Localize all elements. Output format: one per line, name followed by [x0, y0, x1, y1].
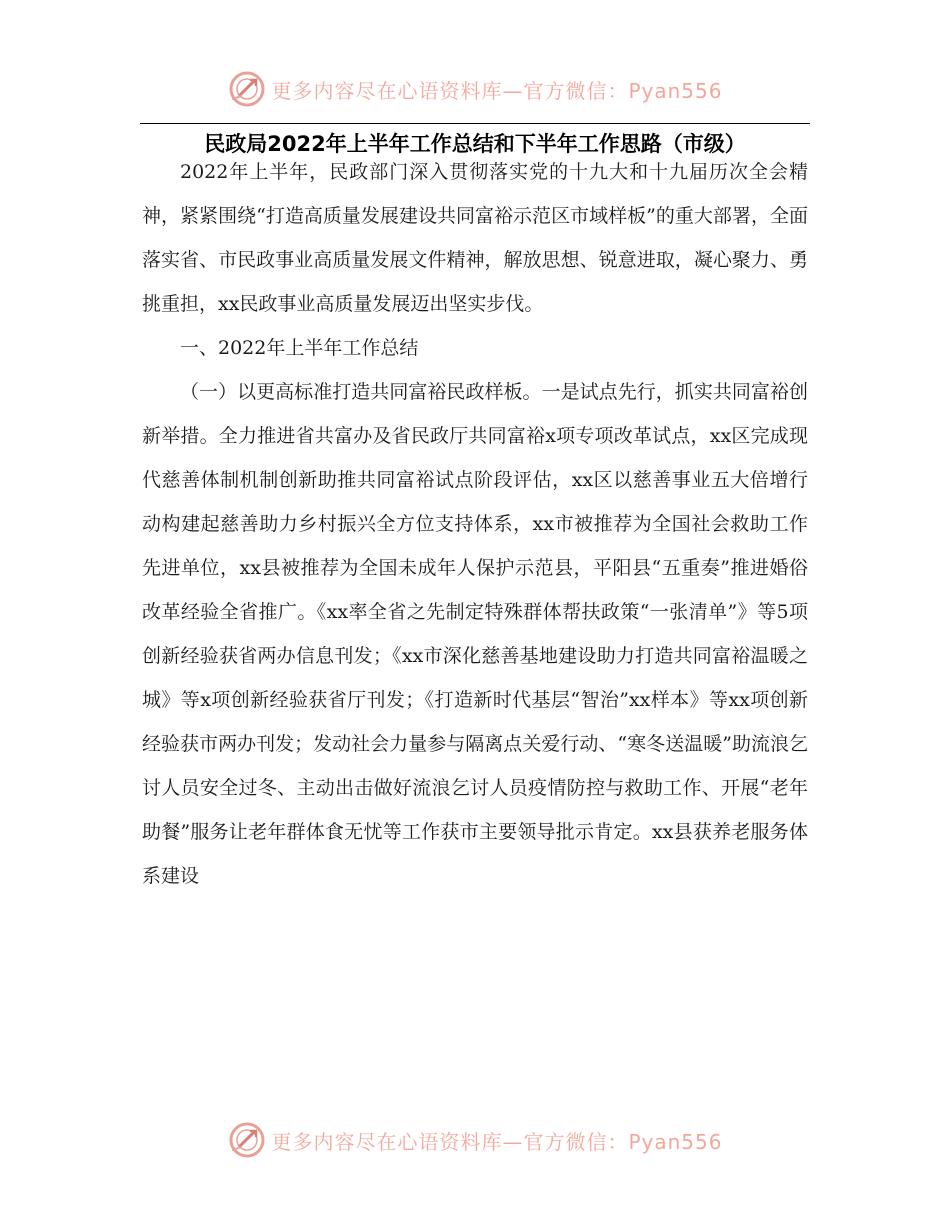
red-seal-logo-icon: [227, 69, 267, 109]
footer-banner: [0, 1117, 950, 1163]
footer-banner-text: 更多内容尽在心语资料库—官方微信：Pyan556: [271, 1129, 723, 1154]
header-banner: [0, 66, 950, 112]
section-heading: 一、2022年上半年工作总结: [180, 337, 419, 359]
title-divider: [140, 123, 810, 124]
header-banner-text: 更多内容尽在心语资料库—官方微信：Pyan556: [271, 78, 723, 103]
intro-paragraph: 2022年上半年，民政部门深入贯彻落实党的十九大和十九届历次全会精神，紧紧围绕“打造高质量发展建设共同富裕示范区市域样板”的重大部署，全面落实省、市民政事业高质量发展文件精神，解放思想、锐意进取，凝心聚力、勇挑重担，xx民政事业高质量发展迈出坚实步伐。: [142, 161, 808, 315]
document-body: [142, 150, 808, 898]
red-seal-logo-icon: [227, 1120, 267, 1160]
body-paragraph: （一）以更高标准打造共同富裕民政样板。一是试点先行，抓实共同富裕创新举措。全力推进省共富办及省民政厅共同富裕x项专项改革试点，xx区完成现代慈善体制机制创新助推共同富裕试点阶段评估，xx区以慈善事业五大倍增行动构建起慈善助力乡村振兴全方位支持体系，xx市被推荐为全国社会救助工作先进单位，xx县被推荐为全国未成年人保护示范县，平阳县“五重奏”推进婚俗改革经验全省推广。《xx率全省之先制定特殊群体帮扶政策“一张清单”》等5项创新经验获省两办信息刊发；《xx市深化慈善基地建设助力打造共同富裕温暖之城》等x项创新经验获省厅刊发；《打造新时代基层“智治”xx样本》等xx项创新经验获市两办刊发；发动社会力量参与隔离点关爱行动、“寒冬送温暖”助流浪乞讨人员安全过冬、主动出击做好流浪乞讨人员疫情防控与救助工作、开展“老年助餐”服务让老年群体食无忧等工作获市主要领导批示肯定。xx县获养老服务体系建设: [142, 381, 808, 887]
document-title: 民政局2022年上半年工作总结和下半年工作思路（市级）: [204, 132, 746, 156]
